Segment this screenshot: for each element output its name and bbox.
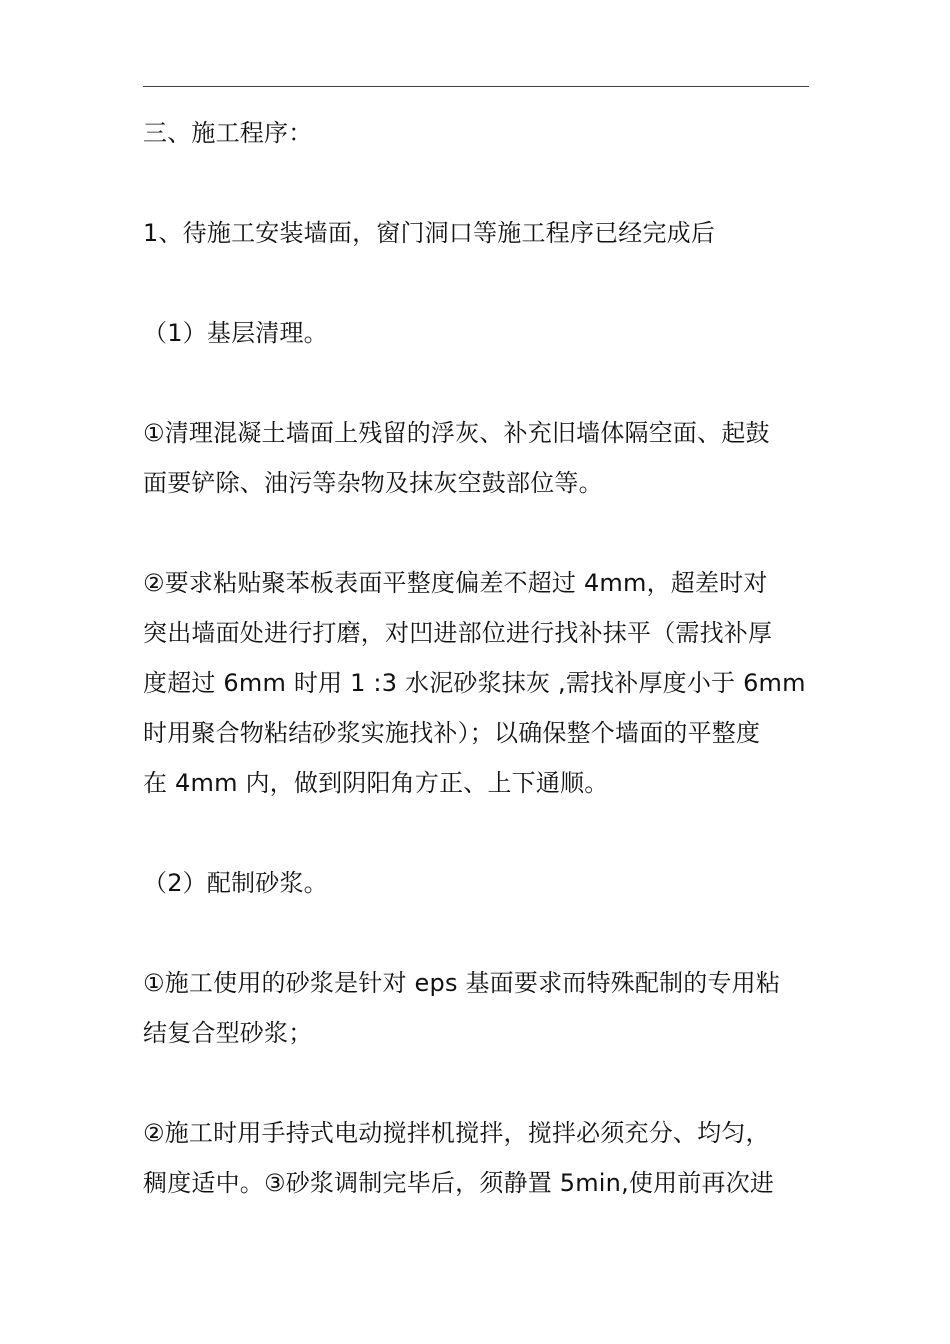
text-line: 稠度适中。③砂浆调制完毕后，须静置 5min,使用前再次进 <box>143 1169 775 1197</box>
text-line: 在 4mm 内，做到阴阳角方正、上下通顺。 <box>143 769 609 797</box>
paragraph-gap <box>143 908 813 958</box>
text-line: 突出墙面处进行打磨，对凹进部位进行找补抹平（需找补厚 <box>143 619 773 647</box>
section-heading: 三、施工程序： <box>143 119 313 147</box>
paragraph-mortar-2 <box>143 1108 813 1208</box>
document-body <box>143 108 813 1208</box>
text-line: 结复合型砂浆； <box>143 1019 313 1047</box>
paragraph-gap <box>143 158 813 208</box>
paragraph-gap <box>143 1058 813 1108</box>
text-line: 面要铲除、油污等杂物及抹灰空鼓部位等。 <box>143 469 603 497</box>
text-line: ①清理混凝土墙面上残留的浮灰、补充旧墙体隔空面、起鼓 <box>143 419 770 447</box>
paragraph-gap <box>143 508 813 558</box>
paragraph-gap <box>143 358 813 408</box>
paragraph-cleaning-1 <box>143 408 813 508</box>
subheading-1: （1）基层清理。 <box>143 319 328 347</box>
text-line: 度超过 6mm 时用 1 :3 水泥砂浆抹灰 ,需找补厚度小于 6mm <box>143 669 806 697</box>
item-1-paragraph: 1、待施工安装墙面，窗门洞口等施工程序已经完成后 <box>143 219 716 247</box>
text-line: ①施工使用的砂浆是针对 eps 基面要求而特殊配制的专用粘 <box>143 969 781 997</box>
text-line: 时用聚合物粘结砂浆实施找补）；以确保整个墙面的平整度 <box>143 719 761 747</box>
paragraph-gap <box>143 258 813 308</box>
paragraph-mortar-1 <box>143 958 813 1058</box>
subheading-2: （2）配制砂浆。 <box>143 869 328 897</box>
header-divider <box>143 86 809 87</box>
text-line: ②要求粘贴聚苯板表面平整度偏差不超过 4mm，超差时对 <box>143 569 768 597</box>
paragraph-cleaning-2 <box>143 558 813 808</box>
text-line: ②施工时用手持式电动搅拌机搅拌，搅拌必须充分、均匀， <box>143 1119 770 1147</box>
paragraph-gap <box>143 808 813 858</box>
